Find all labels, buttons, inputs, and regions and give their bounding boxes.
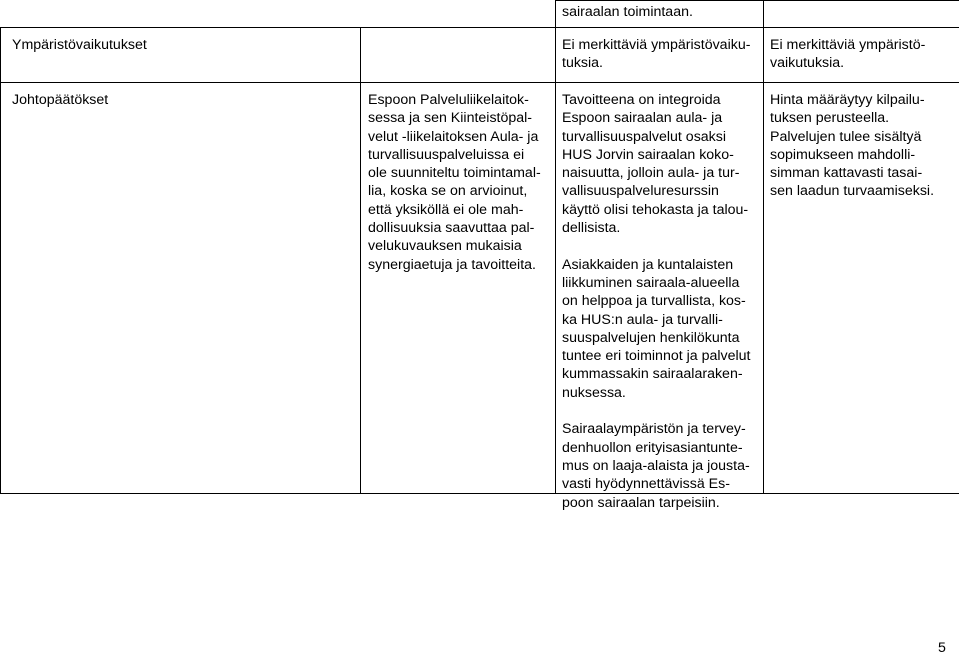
- row2-col3-cell: [562, 91, 751, 512]
- paragraph-customers: [562, 256, 751, 402]
- grid-line-h1: [0, 27, 959, 28]
- text-line: naisuutta, jolloin aula- ja tur-: [562, 165, 740, 182]
- text-line: simman kattavasti tasai-: [770, 165, 923, 182]
- grid-line-v1: [360, 27, 361, 494]
- text-line: suuspalvelujen henkilökunta: [562, 329, 740, 346]
- text-line: sopimukseen mahdolli-: [770, 146, 916, 163]
- row-label-text: Johtopäätökset: [12, 92, 109, 108]
- text-line: Hinta määräytyy kilpailu-: [770, 92, 925, 108]
- row2-col2-cell: [368, 91, 541, 274]
- text-line: velut -liikelaitoksen Aula- ja: [368, 128, 539, 145]
- text-line: vasti hyödynnettävissä Es-: [562, 476, 730, 493]
- text-line: HUS Jorvin sairaalan koko-: [562, 146, 734, 163]
- text-line: nuksessa.: [562, 384, 626, 401]
- text-line: denhuollon erityisasiantunte-: [562, 439, 743, 456]
- text-line: sessa ja sen Kiinteistöpal-: [368, 110, 533, 127]
- row2-col4-cell: [770, 91, 934, 201]
- text-line: sairaalan toimintaan.: [562, 4, 693, 20]
- page-number: 5: [938, 640, 946, 656]
- text-line: tuksen perusteella.: [770, 110, 890, 127]
- paragraph-goal: [562, 91, 751, 237]
- row1-col3-cell: [562, 36, 750, 73]
- grid-line-h2: [0, 82, 959, 83]
- text-line: lia, koska se on arvioinut,: [368, 183, 528, 200]
- text-line: sen laadun turvaamiseksi.: [770, 183, 935, 200]
- text-line: synergiaetuja ja tavoitteita.: [368, 256, 536, 273]
- paragraph-expertise: [562, 420, 751, 511]
- text-line: että yksiköllä ei ole mah-: [368, 201, 524, 218]
- text-line: velukuvauksen mukaisia: [368, 238, 522, 255]
- row-label-environmental-impacts: [12, 36, 147, 54]
- text-line: tuksia.: [562, 55, 604, 72]
- text-line: mus on laaja-alaista ja jousta-: [562, 457, 750, 474]
- row0-col3-cell: [562, 3, 693, 21]
- text-line: Sairaalaympäristön ja tervey-: [562, 421, 746, 438]
- row-label-text: Ympäristövaikutukset: [12, 37, 147, 53]
- row-label-conclusions: [12, 91, 108, 109]
- text-line: Palvelujen tulee sisältyä: [770, 128, 922, 145]
- text-line: dellisista.: [562, 220, 621, 237]
- row1-col4-cell: [770, 36, 925, 73]
- text-line: Espoon Palveluliikelaitok-: [368, 92, 529, 108]
- text-line: Ei merkittäviä ympäristö-: [770, 37, 926, 53]
- text-line: tuntee eri toiminnot ja palvelut: [562, 348, 751, 365]
- text-line: on helppoa ja turvallista, kos-: [562, 293, 746, 310]
- text-line: käyttö olisi tehokasta ja talou-: [562, 201, 749, 218]
- text-line: ole suunniteltu toimintamal-: [368, 165, 541, 182]
- text-line: Ei merkittäviä ympäristövaiku-: [562, 37, 751, 53]
- text-line: dollisuuksia saavuttaa pal-: [368, 220, 535, 237]
- grid-line-v3: [763, 0, 764, 494]
- text-line: Espoon sairaalan aula- ja: [562, 110, 723, 127]
- grid-line-top-partial: [555, 0, 959, 1]
- text-line: turvallisuuspalveluissa ei: [368, 146, 525, 163]
- text-line: ka HUS:n aula- ja turvalli-: [562, 311, 723, 328]
- text-line: turvallisuuspalvelut osaksi: [562, 128, 727, 145]
- grid-line-v0: [0, 27, 1, 494]
- text-line: kummassakin sairaalaraken-: [562, 366, 743, 383]
- grid-line-h3: [0, 493, 959, 494]
- text-line: vaikutuksia.: [770, 55, 845, 72]
- text-line: liikkuminen sairaala-alueella: [562, 274, 740, 291]
- text-line: Tavoitteena on integroida: [562, 92, 721, 108]
- text-line: Asiakkaiden ja kuntalaisten: [562, 256, 734, 273]
- grid-line-v2: [555, 0, 556, 494]
- text-line: poon sairaalan tarpeisiin.: [562, 494, 720, 511]
- text-line: vallisuuspalveluresurssin: [562, 183, 719, 200]
